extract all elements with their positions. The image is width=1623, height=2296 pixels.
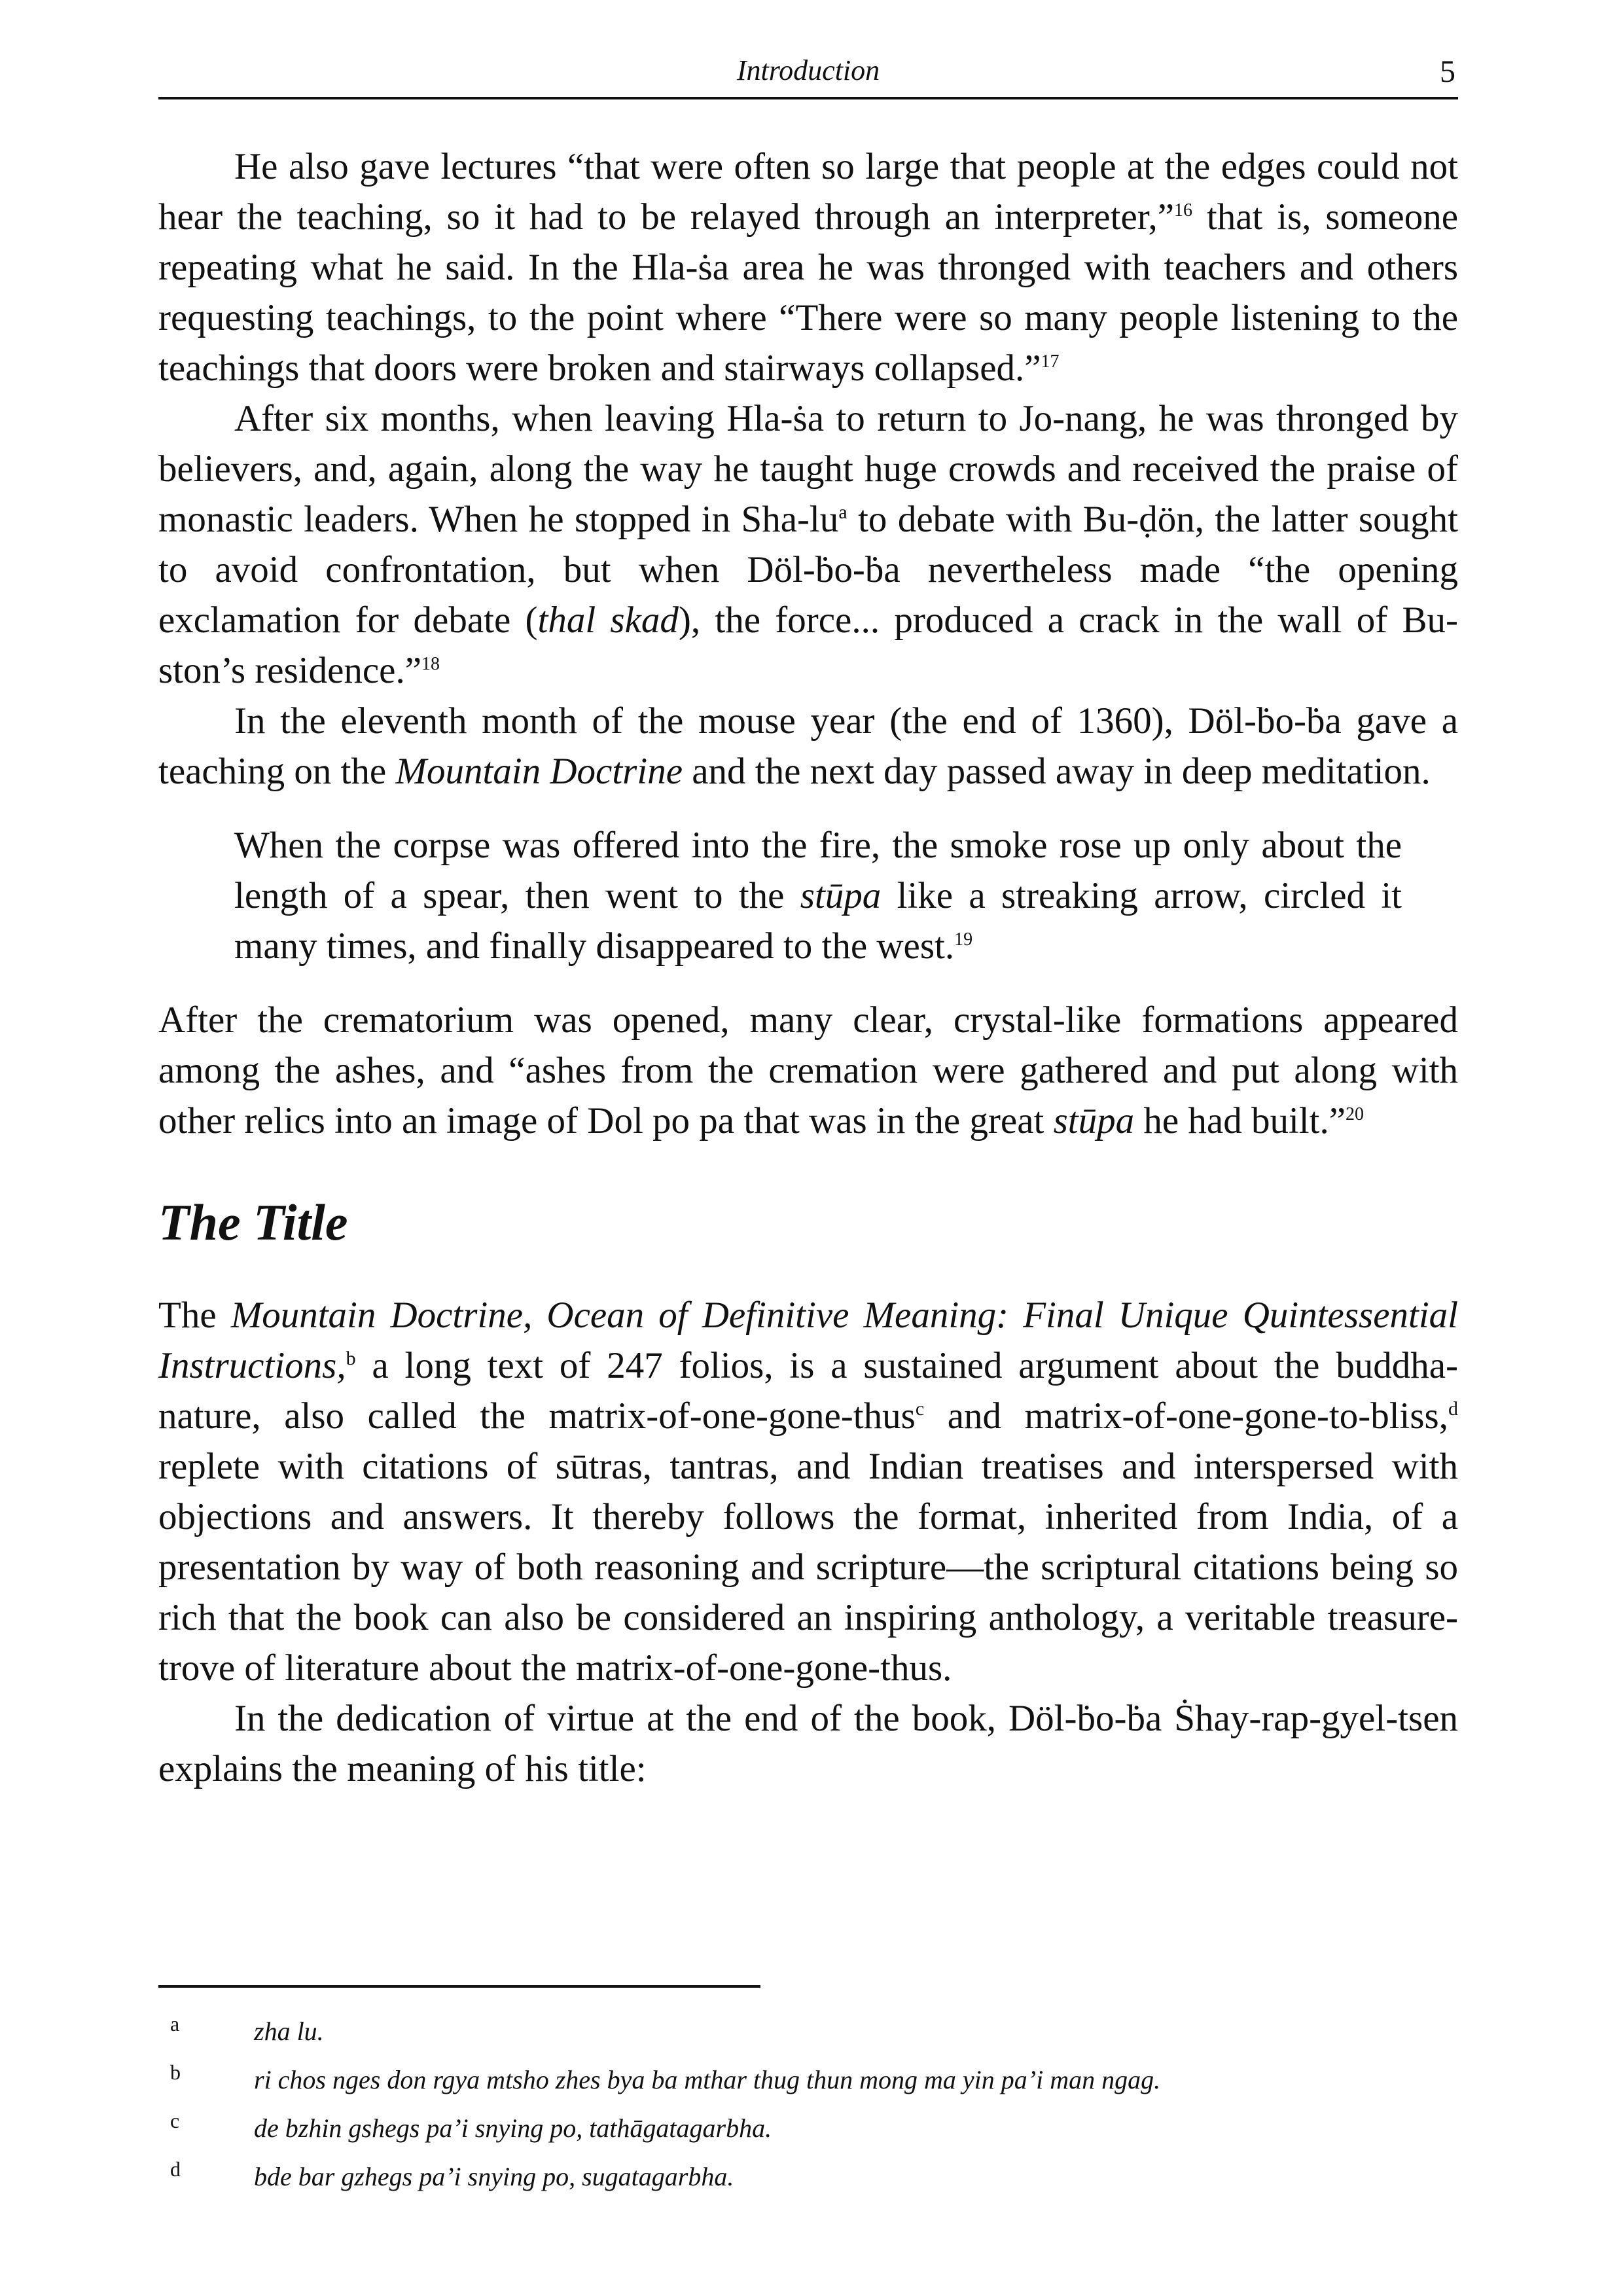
text-run: and matrix-of-one-gone-to-bliss, <box>924 1395 1448 1437</box>
footnote-mark: a <box>170 2012 180 2036</box>
footnote-text: bde bar gzhegs pa’i snying po, sugatagarbha. <box>254 2162 734 2191</box>
text-run: to debate with Bu-ḍön, the latter sought to avoid confrontation, but when Döl-ḃo-ḃa nevertheless made “the opening exclamation for debate ( <box>158 499 1458 641</box>
text-run: After six months, when leaving Hla-ṡa to return to Jo-nang, he was thronged by believers, and, again, along the way he taught huge crowds and received the praise of monastic leaders. When he stopped in Sha-lu <box>158 398 1458 540</box>
italic-term: thal skad <box>537 600 679 641</box>
footnote-text: de bzhin gshegs pa’i snying po, tathāgatagarbha. <box>254 2113 772 2143</box>
footnote-text: ri chos nges don rgya mtsho zhes bya ba mthar thug thun mong ma yin pa’i man ngag. <box>254 2065 1161 2094</box>
italic-term: stūpa <box>800 875 882 916</box>
italic-term: stūpa <box>1053 1100 1135 1141</box>
footnote-ref-b: b <box>346 1348 356 1369</box>
endnote-ref-17: 17 <box>1041 351 1060 372</box>
page-number: 5 <box>1440 54 1455 89</box>
footnotes <box>158 2012 1458 2210</box>
italic-title: Mountain Doctrine <box>395 751 683 792</box>
text-run: and the next day passed away in deep meditation. <box>683 751 1431 792</box>
paragraph-title-description <box>158 1290 1458 1693</box>
paragraph-six-months <box>158 393 1458 696</box>
endnote-ref-20: 20 <box>1346 1104 1364 1124</box>
text-run: In the eleventh month of the mouse year (the end of 1360), Döl-ḃo-ḃa gave a teaching on the <box>158 700 1458 792</box>
text-run: The <box>158 1295 231 1336</box>
text-run: that is, someone repeating what he said. In the Hla-ṡa area he was thronged with teachers and others requesting teachings, to the point where “There were so many people listening to the teachings that doors were broken and stairways collapsed.” <box>158 196 1459 389</box>
footnote-mark: b <box>170 2060 181 2084</box>
text-run: After the crematorium was opened, many clear, crystal-like formations appeared among the ashes, and “ashes from the cremation were gathered and put along with other relics into an image of Dol po pa that was in the great <box>158 999 1458 1141</box>
footnote-rule <box>158 1985 760 1988</box>
body-text <box>158 141 1458 1794</box>
block-quote <box>234 820 1402 971</box>
running-title: Introduction <box>736 54 880 86</box>
text-run: ), the force... produced a crack in the wall of Bu-ston’s residence.” <box>158 600 1459 691</box>
text-run: replete with citations of sūtras, tantras, and Indian treatises and interspersed with objections and answers. It thereby follows the format, inherited from India, of a presentation by way of both reasoning and scripture—the scriptural citations being so rich that the book can also be considered an inspiring anthology, a veritable treasure-trove of literature about the matrix-of-one-gone-thus. <box>158 1446 1458 1689</box>
footnote-mark: c <box>170 2109 180 2132</box>
footnote-mark: d <box>170 2157 181 2181</box>
text-run: When the corpse was offered into the fire, the smoke rose up only about the length of a spear, then went to the <box>234 825 1402 916</box>
paragraph-eleventh-month <box>158 696 1458 797</box>
paragraph-dedication: In the dedication of virtue at the end of the book, Döl-ḃo-ḃa Ṡhay-rap-gyel-tsen explains the meaning of his title: <box>158 1698 1458 1789</box>
footnote-ref-d: d <box>1448 1398 1458 1420</box>
italic-title: Mountain Doctrine, Ocean of Definitive Meaning: Final Unique Quintessential Instructions, <box>158 1295 1459 1386</box>
footnote-text: zha lu. <box>254 2017 324 2046</box>
running-header <box>158 47 1458 99</box>
endnote-ref-16: 16 <box>1174 200 1192 221</box>
endnote-ref-19: 19 <box>954 929 973 950</box>
text-run: he had built.” <box>1134 1100 1346 1141</box>
endnote-ref-18: 18 <box>421 654 440 674</box>
paragraph-lectures <box>158 141 1458 393</box>
section-heading: The Title <box>158 1194 348 1251</box>
text-run: a long text of 247 folios, is a sustained argument about the buddha-nature, also called the matrix-of-one-gone-thus <box>158 1345 1458 1437</box>
paragraph-crematorium <box>158 995 1458 1146</box>
footnote-ref-c: c <box>915 1398 925 1420</box>
footnote-ref-a: a <box>838 501 847 523</box>
text-run: like a streaking arrow, circled it many times, and finally disappeared to the west. <box>234 875 1402 967</box>
footnote-a <box>158 2012 1458 2064</box>
text-run: He also gave lectures “that were often so large that people at the edges could not hear the teaching, so it had to be relayed through an interpreter,” <box>158 146 1458 238</box>
footnote-d <box>158 2157 1458 2210</box>
footnote-b <box>158 2060 1458 2113</box>
footnote-c <box>158 2109 1458 2161</box>
